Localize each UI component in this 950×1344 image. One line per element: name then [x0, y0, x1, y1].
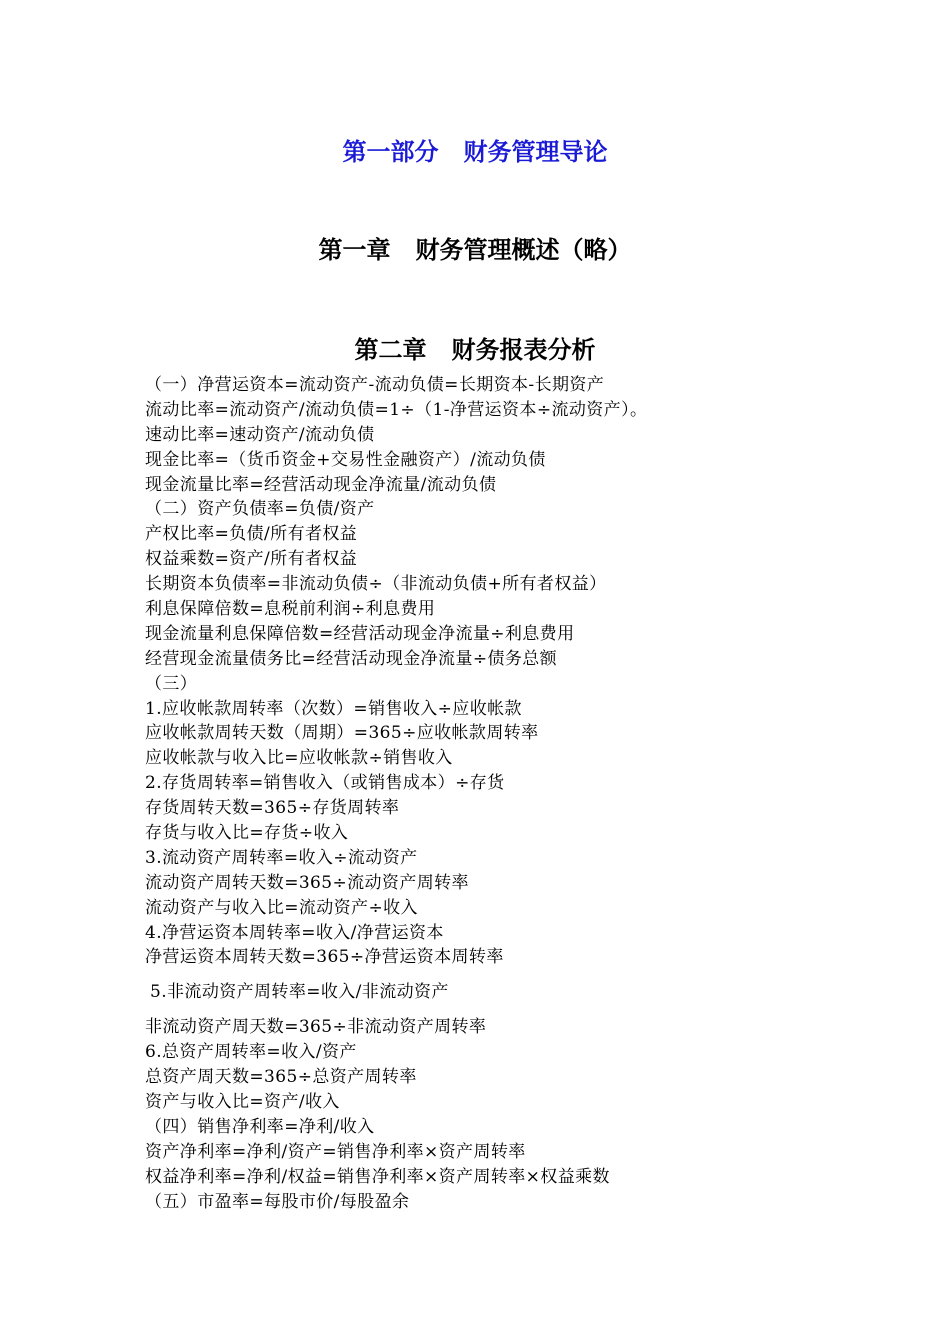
- chapter-title-2: 第二章 财务报表分析: [354, 336, 596, 364]
- text-line: 资产净利率=净利/资产=销售净利率×资产周转率: [145, 1141, 526, 1162]
- text-line: 非流动资产周天数=365÷非流动资产周转率: [145, 1017, 487, 1038]
- text-line: 速动比率=速动资产/流动负债: [145, 424, 375, 445]
- text-line: 流动比率=流动资产/流动负债=1÷（1-净营运资本÷流动资产）。: [145, 399, 648, 420]
- formula-list: [145, 373, 925, 1214]
- part-title: 第一部分 财务管理导论: [342, 138, 608, 166]
- text-line: （四）销售净利率=净利/收入: [145, 1116, 375, 1137]
- text-line: 现金比率=（货币资金+交易性金融资产）/流动负债: [145, 449, 546, 470]
- chapter-title-1: 第一章 财务管理概述（略）: [318, 236, 632, 264]
- text-line: 长期资本负债率=非流动负债÷（非流动负债+所有者权益）: [145, 574, 607, 595]
- text-line: 现金流量比率=经营活动现金净流量/流动负债: [145, 474, 497, 495]
- text-line: 存货周转天数=365÷存货周转率: [145, 798, 400, 819]
- text-line: （三）: [145, 673, 198, 694]
- text-line: 权益净利率=净利/权益=销售净利率×资产周转率×权益乘数: [145, 1166, 610, 1187]
- text-line: 应收帐款周转天数（周期）=365÷应收帐款周转率: [145, 723, 539, 744]
- text-line: （五）市盈率=每股市价/每股盈余: [145, 1191, 410, 1212]
- text-line: 流动资产周转天数=365÷流动资产周转率: [145, 872, 469, 893]
- text-line: 应收帐款与收入比=应收帐款÷销售收入: [145, 748, 453, 769]
- text-line: 4.净营运资本周转率=收入/净营运资本: [145, 922, 444, 943]
- text-line: 净营运资本周转天数=365÷净营运资本周转率: [145, 947, 504, 968]
- text-line: 1.应收帐款周转率（次数）=销售收入÷应收帐款: [145, 698, 522, 719]
- text-line: 3.流动资产周转率=收入÷流动资产: [145, 847, 418, 868]
- text-line: 权益乘数=资产/所有者权益: [145, 549, 358, 570]
- text-line: （一）净营运资本=流动资产-流动负债=长期资本-长期资产: [145, 375, 605, 395]
- text-line: 利息保障倍数=息税前利润÷利息费用: [145, 599, 436, 620]
- text-line: 流动资产与收入比=流动资产÷收入: [145, 897, 418, 918]
- text-line: 经营现金流量债务比=经营活动现金净流量÷债务总额: [145, 648, 558, 669]
- text-line: （二）资产负债率=负债/资产: [145, 499, 375, 520]
- text-line: 存货与收入比=存货÷收入: [145, 823, 349, 844]
- text-line: 资产与收入比=资产/收入: [145, 1091, 340, 1112]
- text-line: 总资产周天数=365÷总资产周转率: [145, 1067, 417, 1088]
- text-line: 2.存货周转率=销售收入（或销售成本）÷存货: [145, 773, 505, 794]
- text-line: 6.总资产周转率=收入/资产: [145, 1042, 357, 1063]
- text-line: 产权比率=负债/所有者权益: [145, 524, 358, 545]
- text-line: 5.非流动资产周转率=收入/非流动资产: [150, 982, 449, 1003]
- text-line: 现金流量利息保障倍数=经营活动现金净流量÷利息费用: [145, 623, 575, 644]
